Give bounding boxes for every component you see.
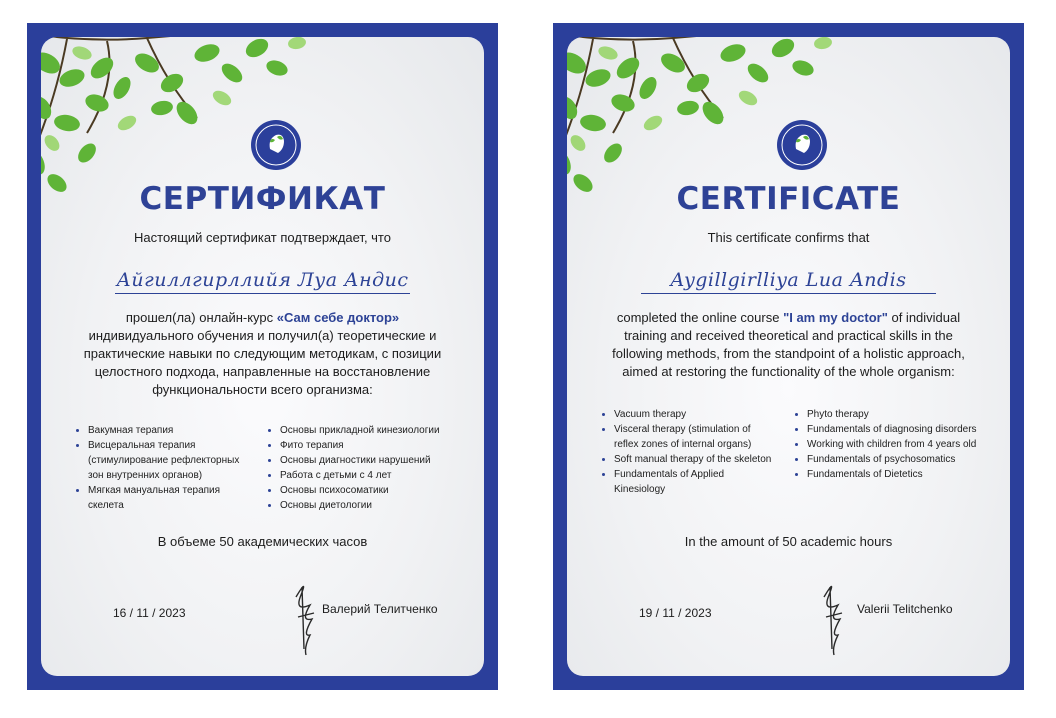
- issue-date: 19 / 11 / 2023: [639, 606, 712, 620]
- method-item: • Основы прикладной кинезиологии: [280, 423, 465, 438]
- signature: [286, 567, 326, 657]
- course-name: «Сам себе доктор»: [276, 310, 400, 325]
- method-item: • Phyto therapy: [807, 407, 987, 422]
- method-item: • Visceral therapy (stimulation of reflex zones of internal organs): [614, 422, 774, 452]
- method-item: • Висцеральная терапия (стимулирование рефлекторных зон внутренних органов): [88, 438, 248, 483]
- signer-name: Валерий Телитченко: [322, 602, 438, 616]
- method-item: • Вакумная терапия: [88, 423, 248, 438]
- method-item: • Основы психосоматики: [280, 483, 465, 498]
- course-description: [601, 309, 976, 381]
- certificate-russian: [27, 23, 498, 690]
- body-intro: прошел(ла) онлайн-курс: [125, 310, 277, 325]
- course-name: "I am my doctor": [783, 310, 888, 325]
- method-item: • Мягкая мануальная терапия скелета: [88, 483, 248, 513]
- hours-statement: In the amount of 50 academic hours: [684, 534, 893, 549]
- confirm-line: This certificate confirms that: [707, 230, 870, 245]
- hours-statement: В объеме 50 академических часов: [157, 534, 368, 549]
- method-item: • Vacuum therapy: [614, 407, 774, 422]
- method-item: • Fundamentals of Applied Kinesiology: [614, 467, 774, 497]
- body-intro: completed the online course: [616, 310, 784, 325]
- method-item: • Fundamentals of diagnosing disorders: [807, 422, 987, 437]
- certificate-paper: [567, 37, 1010, 676]
- method-item: • Фито терапия: [280, 438, 465, 453]
- methods-list-left: [75, 423, 248, 513]
- certificate-title: СЕРТИФИКАТ: [139, 181, 386, 217]
- methods-list-right: [794, 407, 987, 482]
- issue-date: 16 / 11 / 2023: [113, 606, 186, 620]
- methods-list-right: [267, 423, 465, 513]
- body-continuation: индивидуального обучения и получил(а) теоретические и практические навыки по следующим методикам, с позиции целостного подхода, направленные на восстановление функциональности всего организма:: [83, 328, 442, 397]
- method-item: • Fundamentals of psychosomatics: [807, 452, 987, 467]
- certificate-english: [553, 23, 1024, 690]
- signature: [814, 567, 854, 657]
- certificate-paper: [41, 37, 484, 676]
- method-item: • Работа с детьми с 4 лет: [280, 468, 465, 483]
- method-item: • Working with children from 4 years old: [807, 437, 987, 452]
- course-description: [75, 309, 450, 399]
- method-item: • Fundamentals of Dietetics: [807, 467, 987, 482]
- confirm-line: Настоящий сертификат подтверждает, что: [134, 230, 391, 245]
- i-am-my-doctor-logo: [776, 119, 828, 171]
- recipient-name: Aygillgirlliya Lua Andis: [641, 269, 936, 294]
- i-am-my-doctor-logo: [250, 119, 302, 171]
- method-item: • Soft manual therapy of the skeleton: [614, 452, 774, 467]
- certificate-title: CERTIFICATE: [676, 181, 901, 217]
- body-continuation: of individual training and received theoretical and practical skills in the following methods, from the standpoint of a holistic approach, aimed at restoring the functionality of the whole organism:: [612, 310, 965, 379]
- method-item: • Основы диетологии: [280, 498, 465, 513]
- method-item: • Основы диагностики нарушений: [280, 453, 465, 468]
- recipient-name: Айгиллгирллийя Луа Андис: [115, 269, 410, 294]
- methods-list-left: [601, 407, 774, 497]
- signer-name: Valerii Telitchenko: [857, 602, 953, 616]
